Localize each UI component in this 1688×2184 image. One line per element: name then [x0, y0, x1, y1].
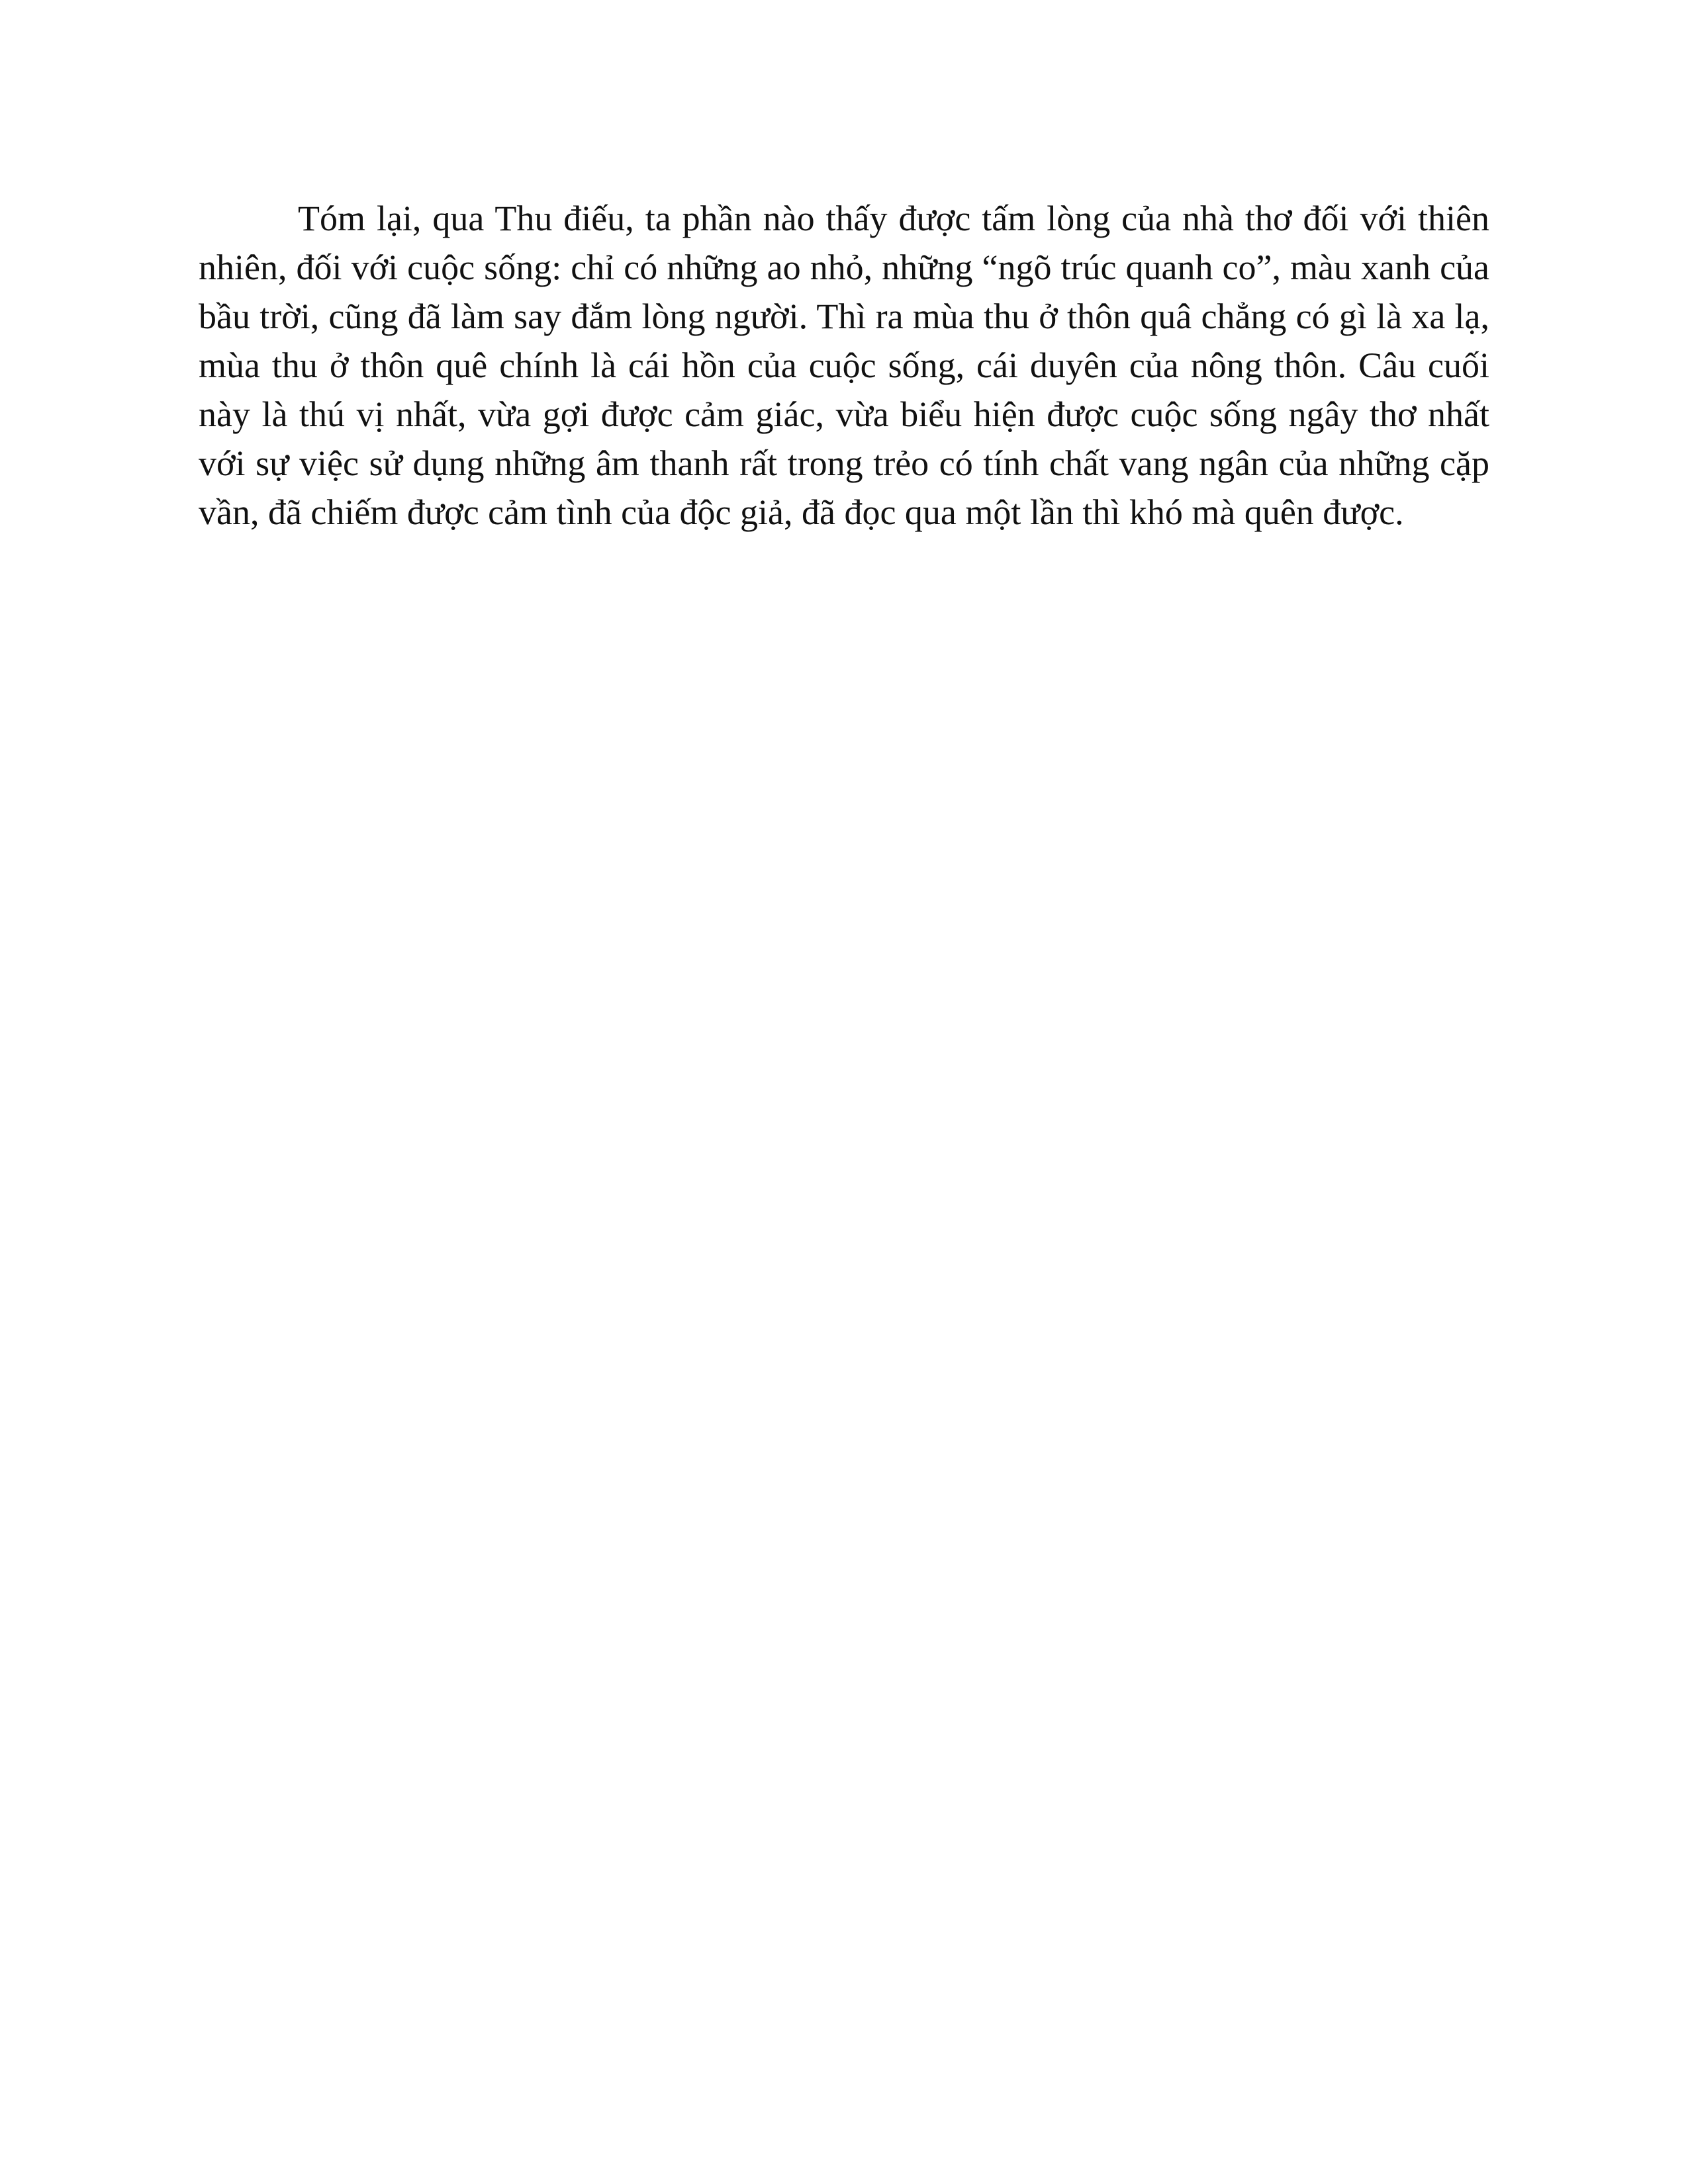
body-paragraph: Tóm lại, qua Thu điếu, ta phần nào thấy được tấm lòng của nhà thơ đối với thiên nhiên, đối với cuộc sống: chỉ có những ao nhỏ, những “ngõ trúc quanh co”, màu xanh của bầu trời, cũng đã làm say đắm lòng người. Thì ra mùa thu ở thôn quâ chẳng có gì là xa lạ, mùa thu ở thôn quê chính là cái hồn của cuộc sống, cái duyên của nông thôn. Câu cuối này là thú vị nhất, vừa gợi được cảm giác, vừa biểu hiện được cuộc sống ngây thơ nhất với sự việc sử dụng những âm thanh rất trong trẻo có tính chất vang ngân của những cặp vần, đã chiếm được cảm tình của độc giả, đã đọc qua một lần thì khó mà quên được.	[199, 199, 1489, 532]
